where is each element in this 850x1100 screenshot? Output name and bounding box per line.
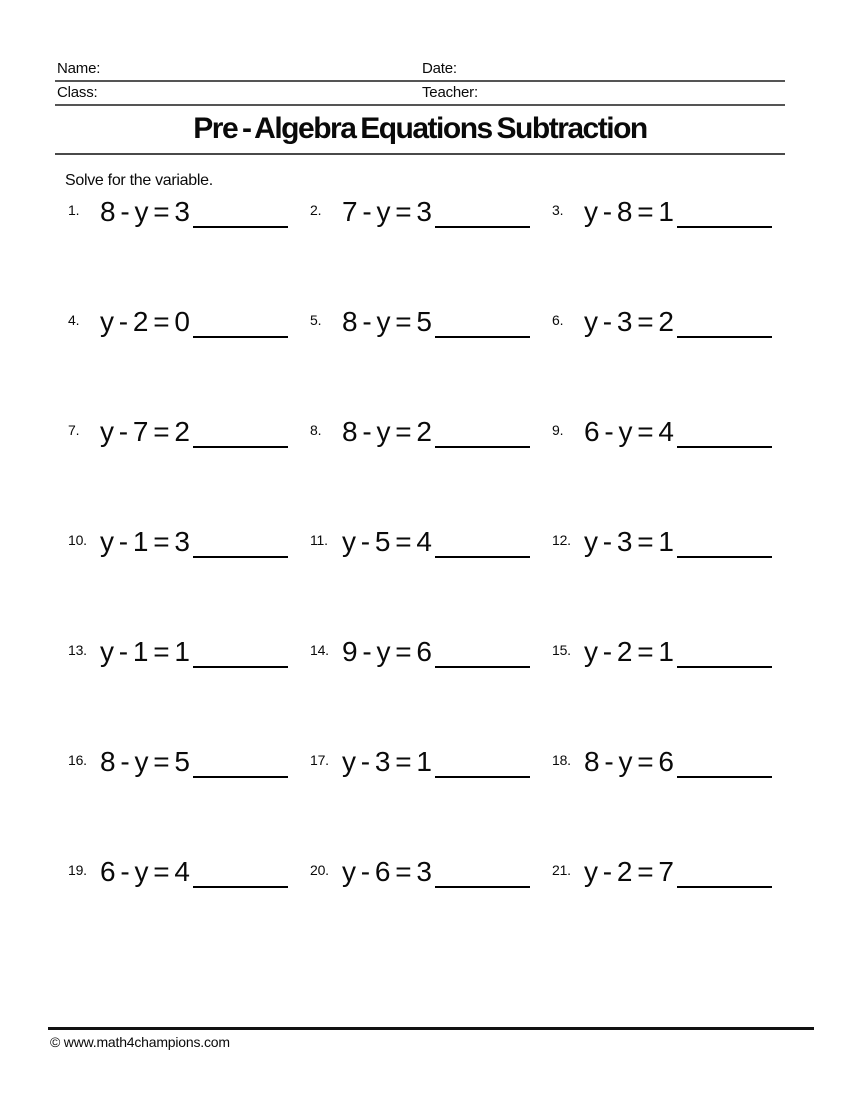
problem-13 [68,626,310,736]
answer-blank[interactable] [435,198,530,228]
name-label: Name: [57,60,101,77]
problem-equation: 7 - y = 3 [342,196,432,227]
problem-8 [310,406,552,516]
answer-blank[interactable] [193,528,288,558]
problem-number: 8. [310,422,322,438]
teacher-label: Teacher: [422,84,478,101]
problem-20 [310,846,552,956]
problem-1 [68,186,310,296]
answer-blank[interactable] [193,308,288,338]
problem-number: 10. [68,532,87,548]
problem-number: 21. [552,862,571,878]
problem-18 [552,736,794,846]
problem-15 [552,626,794,736]
answer-blank[interactable] [677,308,772,338]
problem-5 [310,296,552,406]
problem-number: 20. [310,862,329,878]
class-teacher-row[interactable] [55,84,785,106]
problem-number: 3. [552,202,564,218]
problem-2 [310,186,552,296]
answer-blank[interactable] [677,638,772,668]
problem-7 [68,406,310,516]
problems-grid [68,186,794,956]
problem-number: 16. [68,752,87,768]
problem-equation: y - 3 = 2 [584,306,674,337]
problem-16 [68,736,310,846]
answer-blank[interactable] [193,418,288,448]
problem-number: 13. [68,642,87,658]
problem-equation: y - 7 = 2 [100,416,190,447]
problem-number: 19. [68,862,87,878]
problem-number: 4. [68,312,80,328]
problem-equation: y - 5 = 4 [342,526,432,557]
answer-blank[interactable] [193,858,288,888]
problem-equation: y - 6 = 3 [342,856,432,887]
class-label: Class: [57,84,98,101]
problem-equation: 8 - y = 2 [342,416,432,447]
problem-12 [552,516,794,626]
problem-number: 1. [68,202,80,218]
answer-blank[interactable] [435,638,530,668]
worksheet-header [55,60,785,108]
problem-equation: y - 3 = 1 [584,526,674,557]
problem-equation: 8 - y = 5 [100,746,190,777]
answer-blank[interactable] [435,528,530,558]
answer-blank[interactable] [677,528,772,558]
page-title: Pre - Algebra Equations Subtraction [193,112,647,145]
answer-blank[interactable] [677,418,772,448]
problem-number: 12. [552,532,571,548]
title-block [55,112,785,155]
problem-number: 2. [310,202,322,218]
answer-blank[interactable] [435,858,530,888]
problem-number: 15. [552,642,571,658]
problem-equation: 8 - y = 6 [584,746,674,777]
problem-number: 11. [310,532,328,548]
problem-equation: y - 2 = 0 [100,306,190,337]
copyright-text: © www.math4champions.com [50,1034,230,1050]
answer-blank[interactable] [435,308,530,338]
problem-number: 18. [552,752,571,768]
footer-divider [48,1027,814,1030]
answer-blank[interactable] [193,198,288,228]
problem-number: 14. [310,642,329,658]
problem-equation: 8 - y = 3 [100,196,190,227]
problem-19 [68,846,310,956]
problem-equation: y - 1 = 3 [100,526,190,557]
answer-blank[interactable] [677,198,772,228]
problem-4 [68,296,310,406]
answer-blank[interactable] [435,418,530,448]
date-label: Date: [422,60,457,77]
answer-blank[interactable] [193,638,288,668]
problem-number: 5. [310,312,322,328]
instructions-text: Solve for the variable. [65,172,213,189]
problem-9 [552,406,794,516]
problem-number: 7. [68,422,80,438]
problem-11 [310,516,552,626]
answer-blank[interactable] [677,748,772,778]
problem-equation: y - 1 = 1 [100,636,190,667]
problem-equation: y - 3 = 1 [342,746,432,777]
problem-equation: y - 2 = 7 [584,856,674,887]
problem-number: 9. [552,422,564,438]
problem-14 [310,626,552,736]
name-date-row[interactable] [55,60,785,82]
problem-21 [552,846,794,956]
problem-number: 6. [552,312,564,328]
problem-equation: y - 2 = 1 [584,636,674,667]
answer-blank[interactable] [435,748,530,778]
problem-equation: 6 - y = 4 [584,416,674,447]
problem-equation: 9 - y = 6 [342,636,432,667]
problem-10 [68,516,310,626]
problem-equation: 6 - y = 4 [100,856,190,887]
problem-17 [310,736,552,846]
problem-equation: 8 - y = 5 [342,306,432,337]
answer-blank[interactable] [677,858,772,888]
answer-blank[interactable] [193,748,288,778]
problem-3 [552,186,794,296]
problem-number: 17. [310,752,329,768]
problem-equation: y - 8 = 1 [584,196,674,227]
problem-6 [552,296,794,406]
